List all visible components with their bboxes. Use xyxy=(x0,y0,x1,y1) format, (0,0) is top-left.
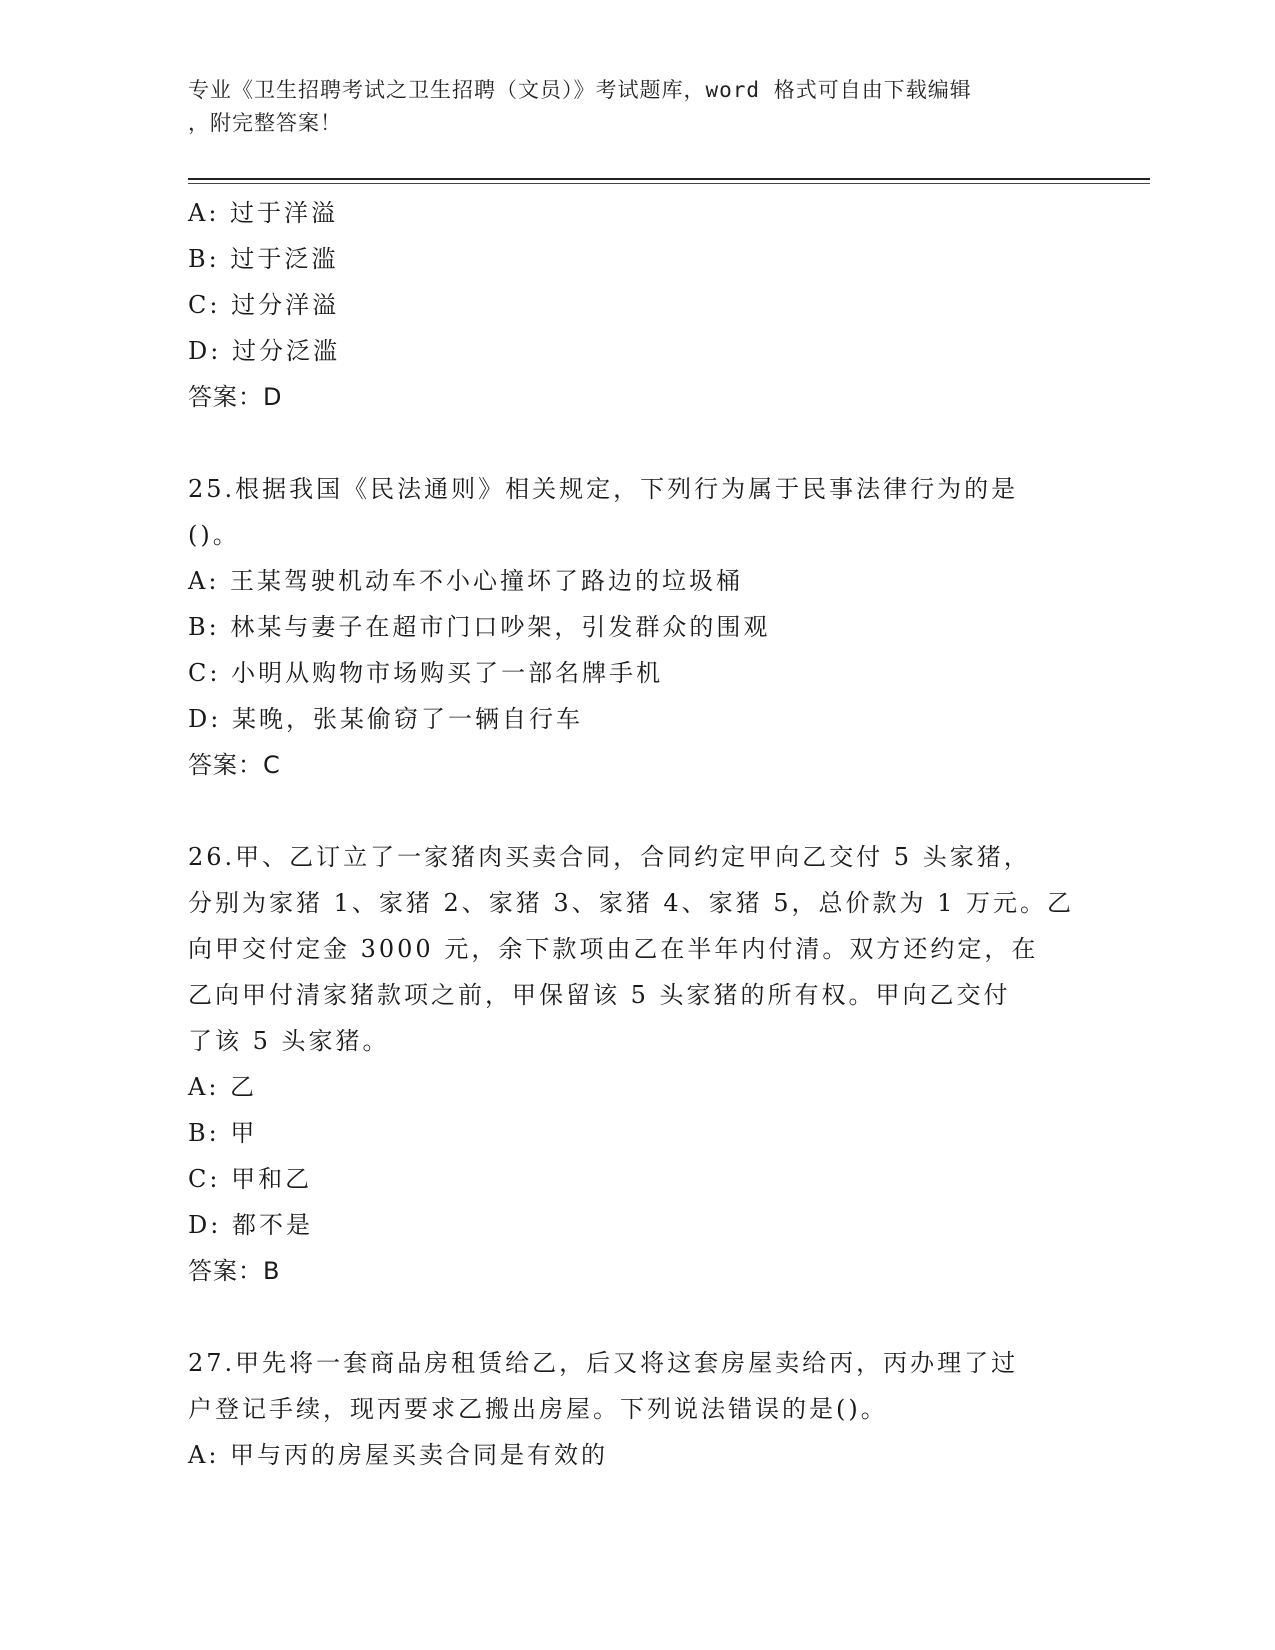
question-24 xyxy=(188,190,1088,420)
question-stem-line: 乙向甲付清家猪款项之前，甲保留该 5 头家猪的所有权。甲向乙交付 xyxy=(188,981,1011,1009)
option-d: D: 都不是 xyxy=(188,1211,313,1239)
question-stem-line: 25.根据我国《民法通则》相关规定，下列行为属于民事法律行为的是 xyxy=(188,475,1019,503)
question-content xyxy=(188,190,1088,1478)
option-b: B: 过于泛滥 xyxy=(188,245,339,273)
option-d: D: 过分泛滥 xyxy=(188,337,340,365)
question-stem-line: 向甲交付定金 3000 元，余下款项由乙在半年内付清。双方还约定，在 xyxy=(188,935,1039,963)
question-26 xyxy=(188,834,1088,1294)
option-b: B: 林某与妻子在超市门口吵架，引发群众的围观 xyxy=(188,613,771,641)
option-c: C: 过分洋溢 xyxy=(188,291,340,319)
option-b: B: 甲 xyxy=(188,1119,258,1147)
question-stem-line: ()。 xyxy=(188,521,240,549)
question-27 xyxy=(188,1340,1088,1478)
option-a: A: 甲与丙的房屋买卖合同是有效的 xyxy=(188,1441,609,1469)
header-line-1: 专业《卫生招聘考试之卫生招聘（文员）》考试题库，word 格式可自由下载编辑 xyxy=(188,78,972,102)
option-a: A: 乙 xyxy=(188,1073,258,1101)
question-stem-line: 户登记手续，现丙要求乙搬出房屋。下列说法错误的是()。 xyxy=(188,1395,888,1423)
question-25 xyxy=(188,466,1088,788)
option-a: A: 王某驾驶机动车不小心撞坏了路边的垃圾桶 xyxy=(188,567,744,595)
option-d: D: 某晚，张某偷窃了一辆自行车 xyxy=(188,705,583,733)
header-divider-thin xyxy=(188,183,1150,184)
header-line-2: ，附完整答案！ xyxy=(188,111,342,135)
question-stem-line: 27.甲先将一套商品房租赁给乙，后又将这套房屋卖给丙，丙办理了过 xyxy=(188,1349,1019,1377)
option-c: C: 甲和乙 xyxy=(188,1165,313,1193)
question-stem-line: 26.甲、乙订立了一家猪肉买卖合同，合同约定甲向乙交付 5 头家猪， xyxy=(188,843,1031,871)
question-stem-line: 了该 5 头家猪。 xyxy=(188,1027,390,1055)
answer-line: 答案：B xyxy=(188,1257,281,1285)
option-c: C: 小明从购物市场购买了一部名牌手机 xyxy=(188,659,664,687)
answer-line: 答案：D xyxy=(188,383,283,411)
answer-line: 答案：C xyxy=(188,751,281,779)
question-stem-line: 分别为家猪 1、家猪 2、家猪 3、家猪 4、家猪 5，总价款为 1 万元。乙 xyxy=(188,889,1075,917)
page-header xyxy=(188,74,1068,140)
option-a: A: 过于洋溢 xyxy=(188,199,339,227)
header-divider-thick xyxy=(188,178,1150,180)
